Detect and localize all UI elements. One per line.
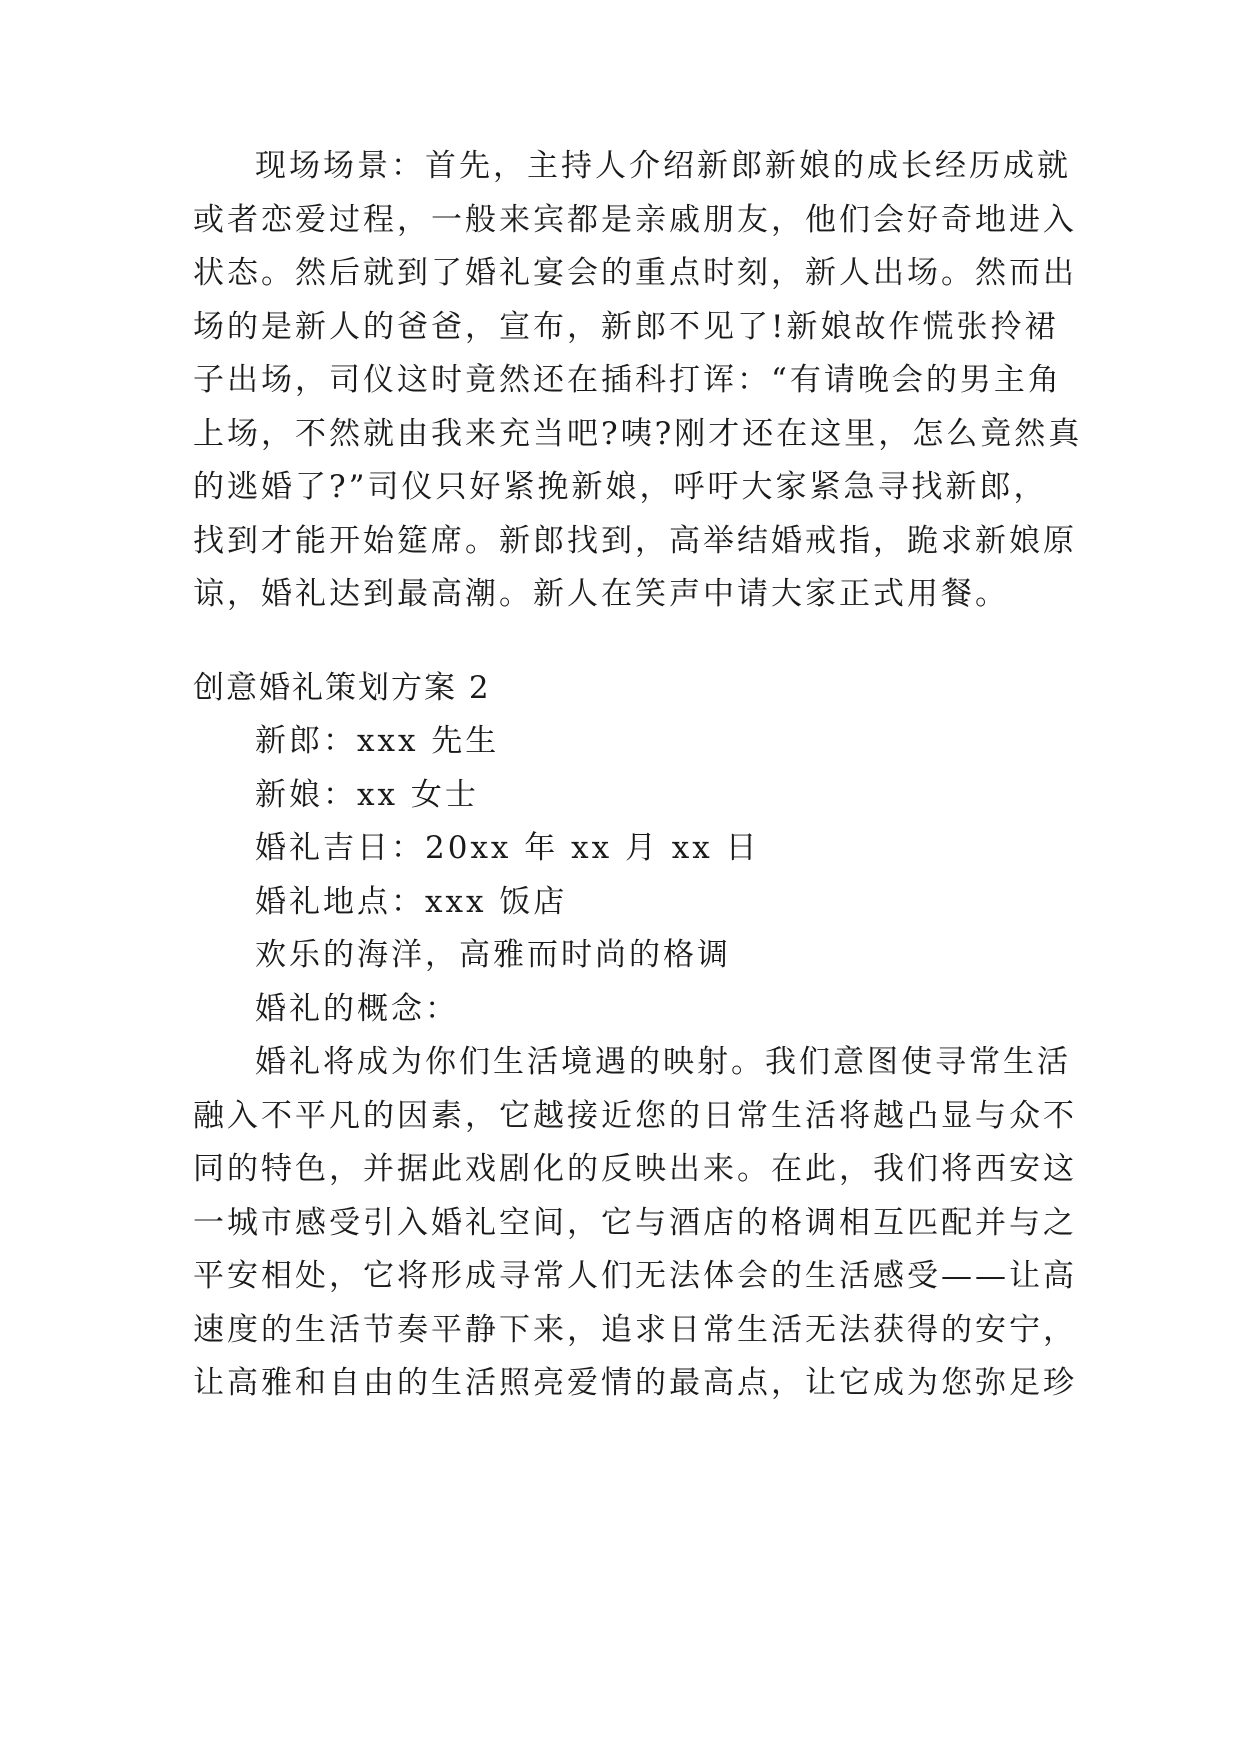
paragraph-line: 或者恋爱过程，一般来宾都是亲戚朋友，他们会好奇地进入: [193, 202, 1077, 238]
paragraph-line: 一城市感受引入婚礼空间，它与酒店的格调相互匹配并与之: [193, 1205, 1077, 1241]
paragraph-line: 场的是新人的爸爸，宣布，新郎不见了!新娘故作慌张拎裙: [193, 309, 1059, 345]
paragraph-line: 速度的生活节奏平静下来，追求日常生活无法获得的安宁，: [193, 1312, 1077, 1348]
paragraph-line: 的逃婚了?”司仪只好紧挽新娘，呼吁大家紧急寻找新郎，: [193, 469, 1048, 505]
paragraph-line: 上场，不然就由我来充当吧?咦?刚才还在这里，怎么竟然真: [193, 416, 1083, 452]
paragraph-line: 找到才能开始筵席。新郎找到，高举结婚戒指，跪求新娘原: [193, 523, 1077, 559]
section-title: 创意婚礼策划方案 2: [193, 670, 491, 706]
paragraph-line: 婚礼将成为你们生活境遇的映射。我们意图使寻常生活: [255, 1044, 1071, 1080]
wedding-venue-line: 婚礼地点：xxx 饭店: [255, 884, 568, 920]
paragraph-line: 状态。然后就到了婚礼宴会的重点时刻，新人出场。然而出: [193, 255, 1077, 291]
wedding-date-line: 婚礼吉日：20xx 年 xx 月 xx 日: [255, 830, 760, 866]
paragraph-line: 子出场，司仪这时竟然还在插科打诨：“有请晚会的男主角: [193, 362, 1062, 398]
paragraph-line: 平安相处，它将形成寻常人们无法体会的生活感受——让高: [193, 1258, 1077, 1294]
paragraph-line: 现场场景：首先，主持人介绍新郎新娘的成长经历成就: [255, 148, 1071, 184]
paragraph-line: 谅，婚礼达到最高潮。新人在笑声中请大家正式用餐。: [193, 576, 1009, 612]
theme-line: 欢乐的海洋，高雅而时尚的格调: [255, 937, 731, 973]
concept-label: 婚礼的概念：: [255, 991, 459, 1027]
bride-line: 新娘：xx 女士: [255, 777, 479, 813]
paragraph-line: 让高雅和自由的生活照亮爱情的最高点，让它成为您弥足珍: [193, 1365, 1077, 1401]
paragraph-line: 同的特色，并据此戏剧化的反映出来。在此，我们将西安这: [193, 1151, 1077, 1187]
paragraph-line: 融入不平凡的因素，它越接近您的日常生活将越凸显与众不: [193, 1098, 1077, 1134]
groom-line: 新郎：xxx 先生: [255, 723, 500, 759]
